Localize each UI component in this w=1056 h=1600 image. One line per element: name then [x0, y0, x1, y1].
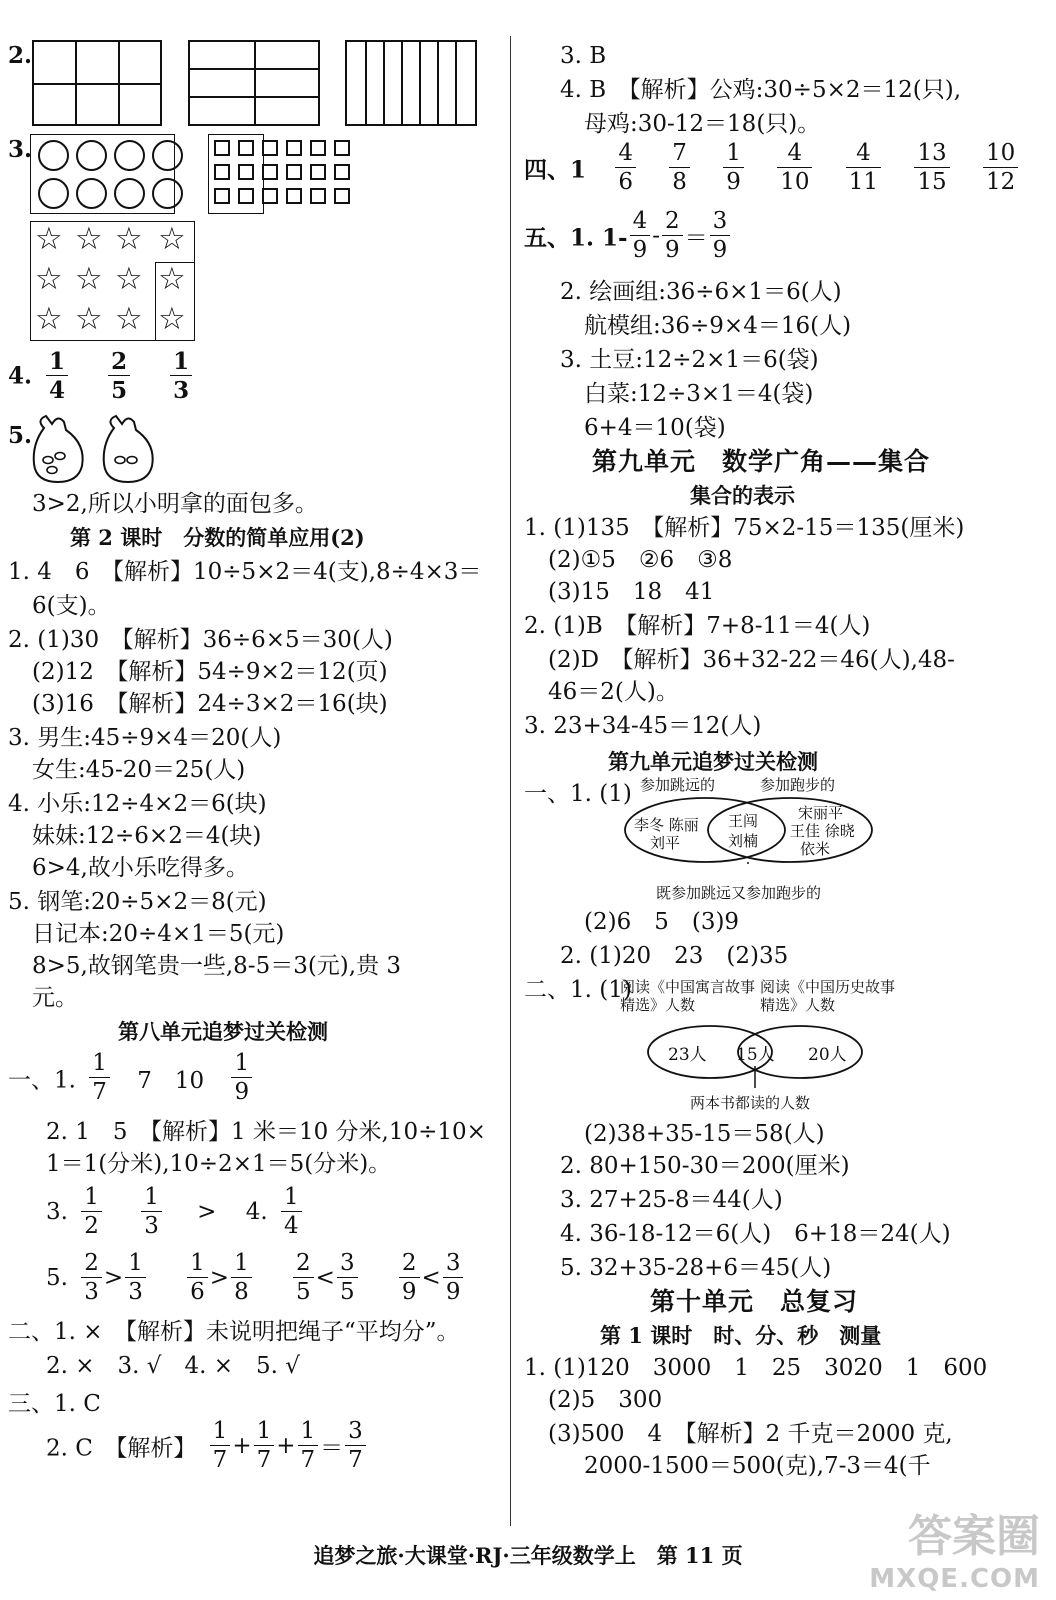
answer-line: (2)38+35-15＝58(人) [584, 1121, 825, 1147]
venn-label: 阅读《中国历史故事精选》人数 [760, 978, 896, 1014]
fraction: $\frac{1}{9}$ [231, 1052, 252, 1104]
answer-line: 4. B 【解析】公鸡:30÷5×2＝12(只), [560, 77, 962, 103]
square-shape [238, 164, 254, 180]
question-number: 5. [46, 1265, 68, 1291]
q5-conclusion: 3>2,所以小明拿的面包多。 [32, 491, 318, 517]
fraction: $\frac{1}{7}$ [89, 1052, 110, 1104]
section-five-line: 五、1. 1- $\frac{4}{9}$ - $\frac{2}{9}$ ＝ $\frac{3}{9}$ [524, 210, 736, 262]
venn-value: 23人 [668, 1045, 707, 1065]
comparison-symbol: < [315, 1265, 335, 1291]
answer-line: 一、1. (1) [524, 781, 632, 807]
star-icon: ☆ [115, 261, 143, 297]
fraction: $\frac{7}{8}$ [669, 142, 690, 194]
comparison-symbol: > [103, 1265, 124, 1291]
answer-line: 3. 23+34-45＝12(人) [524, 713, 762, 739]
answer-line: 4. 36-18-12＝6(人) 6+18＝24(人) [560, 1221, 951, 1247]
section-four-line [524, 142, 1024, 194]
answer-line: 4. 小乐:12÷4×2＝6(块) [8, 791, 267, 817]
fraction: $\frac{2}{9}$ [662, 210, 683, 262]
square-shape [262, 188, 278, 204]
answer-line: (3)15 18 41 [548, 579, 715, 605]
square-shape [310, 140, 326, 156]
answer-line: (2)12 【解析】54÷9×2＝12(页) [32, 659, 388, 685]
venn-value: 20人 [808, 1045, 847, 1065]
fraction: $\frac{4}{6}$ [615, 142, 636, 194]
unit8-test-title: 第八单元追梦过关检测 [118, 1019, 328, 1044]
square-shape [214, 164, 230, 180]
unit10-subtitle: 第 1 课时 时、分、秒 测量 [600, 1323, 882, 1348]
answer-prefix: 2. C 【解析】 [46, 1435, 197, 1462]
fraction-grid-3 [345, 40, 477, 126]
venn-item: 李冬 陈丽 [634, 816, 699, 834]
answer-line: 母鸡:30-12＝18(只)。 [584, 111, 821, 137]
answer-line: 3. 男生:45÷9×4＝20(人) [8, 725, 282, 751]
fraction: $\frac{2}{3}$ [81, 1252, 102, 1304]
q5-number: 5. [8, 422, 33, 449]
question-number: 一、1. [8, 1067, 76, 1094]
answer-line: 5. 钢笔:20÷5×2＝8(元) [8, 889, 267, 915]
fraction: $\frac{1}{9}$ [723, 142, 744, 194]
comparison-symbol: > [209, 1265, 230, 1291]
q4-line [8, 350, 198, 402]
q2-number: 2. [8, 42, 33, 69]
fraction: $\frac{1}{3}$ [125, 1252, 146, 1304]
answer-line: 二、1. (1) [524, 977, 632, 1003]
fraction: $\frac{2}{5}$ [293, 1252, 314, 1304]
column-divider [510, 36, 511, 1526]
square-shape [262, 164, 278, 180]
venn-label: 阅读《中国寓言故事精选》人数 [620, 978, 756, 1014]
comparison-symbol: > [197, 1199, 217, 1225]
fraction: $\frac{3}{9}$ [710, 210, 731, 262]
circle-shape [152, 140, 183, 171]
venn-diagram-1 [620, 774, 880, 904]
fraction: $\frac{10}{12}$ [983, 142, 1018, 194]
venn-item: 王佳 徐晓 [790, 822, 855, 840]
venn-item: 宋丽平 [798, 804, 844, 822]
comparison-symbol: < [421, 1265, 441, 1291]
star-icon: ☆ [115, 221, 143, 257]
venn-label: 参加跑步的 [760, 776, 836, 794]
answer-line: 元。 [32, 985, 78, 1011]
fraction: $\frac{1}{3}$ [170, 350, 192, 402]
u8-1-5-line [46, 1252, 469, 1304]
fraction: $\frac{1}{7}$ [298, 1420, 319, 1472]
fraction: $\frac{4}{11}$ [846, 142, 881, 194]
question-number: 五、1. 1- [524, 224, 628, 252]
answer-line: 航模组:36÷9×4＝16(人) [584, 313, 852, 339]
fraction-grid-1 [32, 40, 162, 126]
answer-line: 6+4＝10(袋) [584, 415, 726, 441]
fraction: $\frac{1}{4}$ [281, 1186, 302, 1238]
circle-shape [114, 140, 145, 171]
square-shape [214, 188, 230, 204]
answer-line: 三、1. C [8, 1391, 101, 1417]
fraction: $\frac{2}{5}$ [108, 350, 130, 402]
answer-line: 1＝1(分米),10÷2×1＝5(分米)。 [46, 1151, 392, 1177]
q3-number: 3. [8, 136, 33, 163]
square-shape [286, 140, 302, 156]
answer-line: 二、1. × 【解析】未说明把绳子“平均分”。 [8, 1319, 460, 1345]
answer-line: (2)5 300 [548, 1387, 663, 1413]
answer-line: 2. (1)30 【解析】36÷6×5＝30(人) [8, 627, 393, 653]
fraction: $\frac{3}{7}$ [345, 1420, 366, 1472]
unit9-subtitle: 集合的表示 [690, 483, 795, 508]
star-icon: ☆ [158, 261, 186, 297]
fraction: $\frac{4}{10}$ [777, 142, 812, 194]
fraction: $\frac{13}{15}$ [914, 142, 949, 194]
venn-value: 15人 [736, 1045, 775, 1065]
lesson2-title: 第 2 课时 分数的简单应用(2) [70, 525, 365, 550]
answer-line: 2. (1)B 【解析】7+8-11＝4(人) [524, 613, 871, 639]
u8-1-1-line [8, 1052, 258, 1104]
star-icon: ☆ [75, 221, 103, 257]
answer-line: 2. 绘画组:36÷6×1＝6(人) [560, 279, 842, 305]
venn-diagram-2 [620, 974, 900, 1114]
square-shape [334, 188, 350, 204]
answer-line: 2000-1500＝500(克),7-3＝4(千 [584, 1453, 931, 1479]
answer-line: 1. (1)120 3000 1 25 3020 1 600 [524, 1355, 988, 1381]
star-icon: ☆ [35, 301, 63, 337]
square-shape [286, 164, 302, 180]
square-shape [334, 140, 350, 156]
answer-line: 女生:45-20＝25(人) [32, 757, 246, 783]
answer-line: 3. 土豆:12÷2×1＝6(袋) [560, 347, 819, 373]
fraction: $\frac{3}{5}$ [337, 1252, 358, 1304]
answer-line: 2. (1)20 23 (2)35 [560, 943, 789, 969]
circle-shape [152, 178, 183, 209]
answer-line: (3)16 【解析】24÷3×2＝16(块) [32, 691, 388, 717]
answer-values: 7 10 [137, 1067, 205, 1094]
venn-label: 既参加跳远又参加跑步的 [656, 884, 822, 902]
bread-bags-illustration [30, 410, 160, 486]
answer-line: 1. 4 6 【解析】10÷5×2＝4(支),8÷4×3＝ [8, 559, 482, 585]
answer-line: (2)D 【解析】36+32-22＝46(人),48- [548, 647, 955, 673]
circle-shape [76, 178, 107, 209]
fraction: $\frac{1}{4}$ [46, 350, 68, 402]
u8-1-3-line [46, 1186, 308, 1238]
venn-item: 刘平 [650, 834, 681, 852]
square-shape [310, 188, 326, 204]
answer-line: 5. 32+35-28+6＝45(人) [560, 1255, 832, 1281]
answer-line: (2)①5 ②6 ③8 [548, 547, 733, 573]
fraction: $\frac{4}{9}$ [630, 210, 651, 262]
square-shape [238, 188, 254, 204]
answer-line: 2. 80+150-30＝200(厘米) [560, 1153, 850, 1179]
answer-line: 1. (1)135 【解析】75×2-15＝135(厘米) [524, 515, 965, 541]
question-number: 四、1 [524, 156, 587, 184]
star-icon: ☆ [75, 301, 103, 337]
answer-line: (3)500 4 【解析】2 千克＝2000 克, [548, 1421, 953, 1447]
answer-line: 6>4,故小乐吃得多。 [32, 855, 249, 881]
venn-label: 参加跳远的 [640, 776, 716, 794]
square-shape [214, 140, 230, 156]
square-shape [310, 164, 326, 180]
fraction: $\frac{1}{6}$ [187, 1252, 208, 1304]
star-icon: ☆ [115, 301, 143, 337]
u8-3-2-line: 2. C 【解析】 $\frac{1}{7}$ + $\frac{1}{7}$ + $\frac{1}{7}$ ＝ $\frac{3}{7}$ [46, 1420, 372, 1472]
square-shape [262, 140, 278, 156]
answer-line: 3. B [560, 43, 607, 69]
answer-line: 8>5,故钢笔贵一些,8-5＝3(元),贵 3 [32, 953, 402, 979]
answer-line: 6(支)。 [32, 593, 111, 619]
star-icon: ☆ [158, 221, 186, 257]
fraction: $\frac{2}{9}$ [399, 1252, 420, 1304]
venn-label: 两本书都读的人数 [690, 1094, 811, 1112]
fraction: $\frac{1}{7}$ [254, 1420, 275, 1472]
watermark-logo: 答案圈 MXQE.COM [869, 1511, 1040, 1594]
fraction-grid-2 [188, 40, 320, 126]
circle-shape [38, 140, 69, 171]
square-shape [334, 164, 350, 180]
answer-line: 2. 1 5 【解析】1 米＝10 分米,10÷10× [46, 1119, 486, 1145]
square-shape [238, 140, 254, 156]
answer-line: 日记本:20÷4×1＝5(元) [32, 921, 285, 947]
unit9-title: 第九单元 数学广角——集合 [592, 447, 931, 476]
answer-line: 3. 27+25-8＝44(人) [560, 1187, 783, 1213]
page-footer: 追梦之旅·大课堂·RJ·三年级数学上 第 11 页 [313, 1543, 743, 1568]
unit10-title: 第十单元 总复习 [650, 1287, 859, 1316]
circle-shape [76, 140, 107, 171]
venn-item: 王闯 [728, 812, 759, 830]
answer-line: 46＝2(人)。 [548, 679, 679, 705]
square-shape [286, 188, 302, 204]
fraction: $\frac{1}{3}$ [141, 1186, 162, 1238]
fraction: $\frac{1}{8}$ [231, 1252, 252, 1304]
star-icon: ☆ [158, 301, 186, 337]
answer-line: 2. × 3. √ 4. × 5. √ [46, 1353, 300, 1379]
star-icon: ☆ [75, 261, 103, 297]
question-number: 4. [245, 1199, 268, 1225]
question-number: 3. [46, 1199, 68, 1225]
fraction: $\frac{1}{7}$ [210, 1420, 231, 1472]
unit9-test-title: 第九单元追梦过关检测 [608, 749, 818, 774]
fraction: $\frac{3}{9}$ [443, 1252, 464, 1304]
answer-line: 妹妹:12÷6×2＝4(块) [32, 823, 262, 849]
answer-line: 白菜:12÷3×1＝4(袋) [584, 381, 814, 407]
venn-item: 刘楠 [728, 832, 759, 850]
answer-line: (2)6 5 (3)9 [584, 909, 740, 935]
star-icon: ☆ [35, 261, 63, 297]
circle-shape [114, 178, 145, 209]
star-icon: ☆ [35, 221, 63, 257]
venn-item: 依米 [800, 840, 831, 858]
fraction: $\frac{1}{2}$ [81, 1186, 102, 1238]
circle-shape [38, 178, 69, 209]
q4-number: 4. [8, 362, 33, 390]
